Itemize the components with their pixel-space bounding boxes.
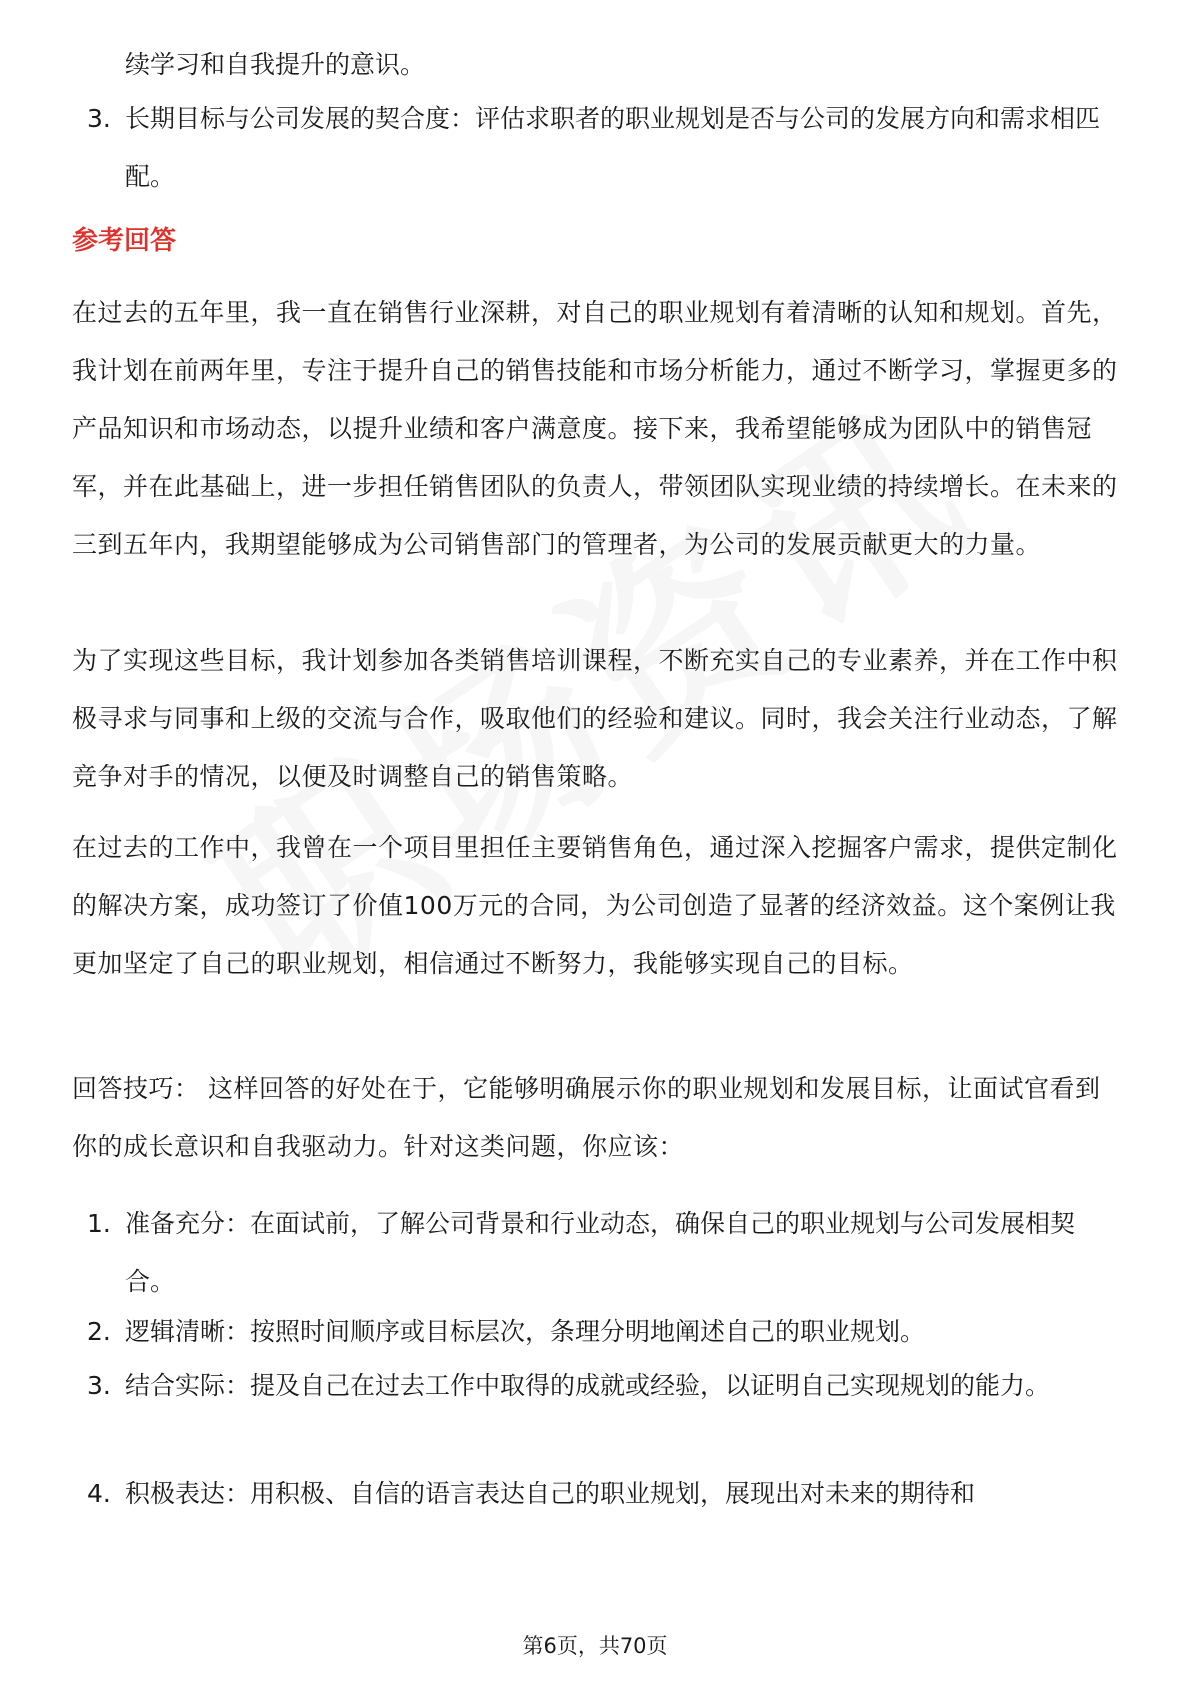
list-text: 长期目标与公司发展的契合度：评估求职者的职业规划是否与公司的发展方向和需求相匹配。 <box>125 104 1101 191</box>
list-item <box>72 1465 1122 1523</box>
tips-intro: 回答技巧： 这样回答的好处在于，它能够明确展示你的职业规划和发展目标，让面试官看到你的成长意识和自我驱动力。针对这类问题，你应该： <box>72 1074 1101 1161</box>
list-number: 1. <box>87 1209 111 1238</box>
paragraph: 在过去的工作中，我曾在一个项目里担任主要销售角色，通过深入挖掘客户需求，提供定制化的解决方案，成功签订了价值100万元的合同，为公司创造了显著的经济效益。这个案例让我更加坚定了自己的职业规划，相信通过不断努力，我能够实现自己的目标。 <box>72 833 1118 978</box>
list-text: 结合实际：提及自己在过去工作中取得的成就或经验，以证明自己实现规划的能力。 <box>125 1371 1051 1400</box>
list-text: 准备充分：在面试前，了解公司背景和行业动态，确保自己的职业规划与公司发展相契合。 <box>125 1209 1076 1296</box>
list-number: 2. <box>87 1317 111 1346</box>
list-item <box>72 1357 1122 1415</box>
list-item <box>72 1195 1122 1311</box>
list-number: 3. <box>87 1371 111 1400</box>
list-continuation: 续学习和自我提升的意识。 <box>125 50 426 79</box>
list-number: 3. <box>87 104 111 133</box>
list-number: 4. <box>87 1479 111 1508</box>
paragraph: 为了实现这些目标，我计划参加各类销售培训课程，不断充实自己的专业素养，并在工作中积极寻求与同事和上级的交流与合作，吸取他们的经验和建议。同时，我会关注行业动态，了解竞争对手的情况，以便及时调整自己的销售策略。 <box>72 646 1118 791</box>
section-title: 参考回答 <box>72 226 177 256</box>
list-text: 逻辑清晰：按照时间顺序或目标层次，条理分明地阐述自己的职业规划。 <box>125 1317 926 1346</box>
page-footer: 第6页，共70页 <box>522 1634 668 1658</box>
list-item <box>72 1303 1122 1361</box>
paragraph: 在过去的五年里，我一直在销售行业深耕，对自己的职业规划有着清晰的认知和规划。首先，我计划在前两年里，专注于提升自己的销售技能和市场分析能力，通过不断学习，掌握更多的产品知识和市场动态，以提升业绩和客户满意度。接下来，我希望能够成为团队中的销售冠军，并在此基础上，进一步担任销售团队的负责人，带领团队实现业绩的持续增长。在未来的三到五年内，我期望能够成为公司销售部门的管理者，为公司的发展贡献更大的力量。 <box>72 298 1118 559</box>
list-text: 积极表达：用积极、自信的语言表达自己的职业规划，展现出对未来的期待和 <box>125 1479 976 1508</box>
list-item <box>72 90 1122 206</box>
